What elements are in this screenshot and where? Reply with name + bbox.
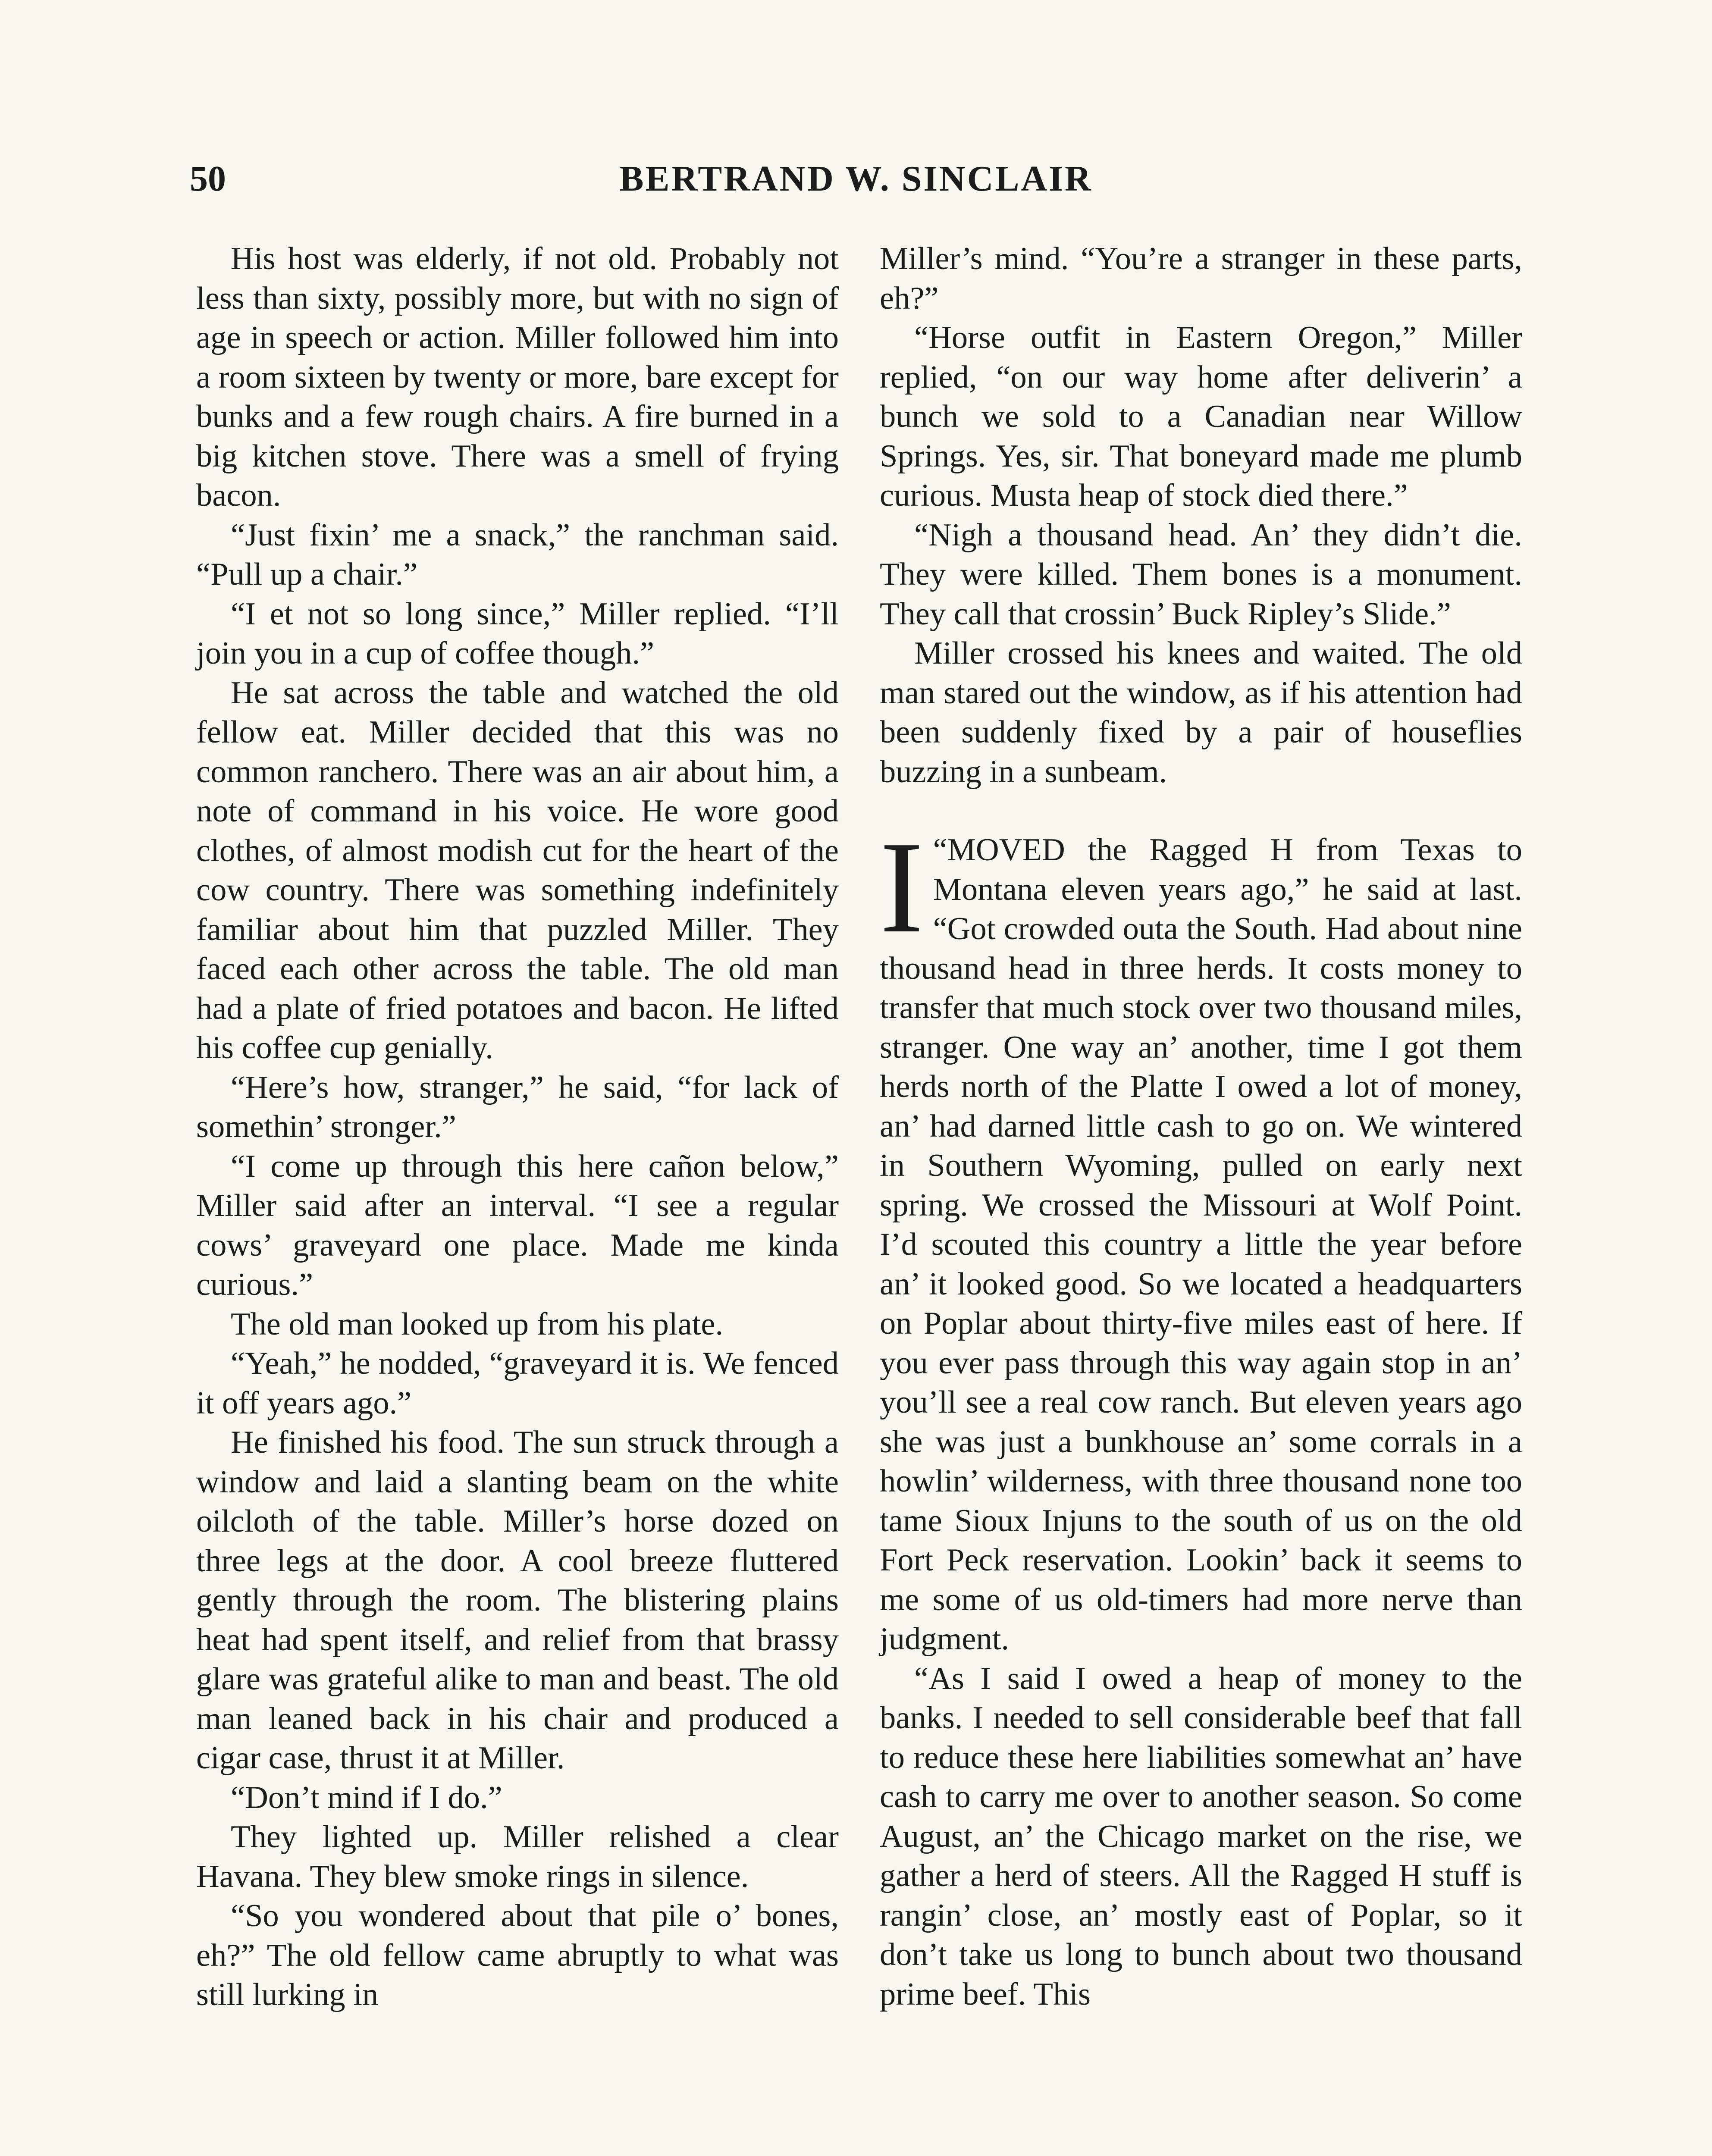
paragraph: Miller crossed his knees and waited. The old man stared out the window, as if his attention had been suddenly fixed by a pair of houseflies buzzing in a sunbeam. bbox=[880, 636, 1522, 790]
paragraph: “So you wondered about that pile o’ bones, eh?” The old fellow came abruptly to what was still lurking in bbox=[196, 1898, 839, 2012]
paragraph: “Here’s how, stranger,” he said, “for lack of somethin’ stronger.” bbox=[196, 1069, 839, 1144]
paragraph: “I come up through this here cañon below,” Miller said after an interval. “I see a regular cows’ graveyard one place. Made me kinda curious.” bbox=[196, 1148, 839, 1302]
paragraph: “Nigh a thousand head. An’ they didn’t die. They were killed. Them bones is a monument. They call that crossin’ Buck Ripley’s Slide.” bbox=[880, 517, 1522, 632]
paragraph: He finished his food. The sun struck through a window and laid a slanting beam on the white oilcloth of the table. Miller’s horse dozed on three legs at the door. A cool breeze fluttered gently through the room. The blistering plains heat had spent itself, and relief from that brassy glare was grateful alike to man and beast. The old man leaned back in his chair and produced a cigar case, thrust it at Miller. bbox=[196, 1425, 839, 1776]
section-break bbox=[880, 792, 1522, 830]
paragraph: The old man looked up from his plate. bbox=[231, 1306, 724, 1342]
continued-paragraph: Miller’s mind. “You’re a stranger in these parts, eh?” bbox=[880, 241, 1522, 316]
page-number: 50 bbox=[190, 159, 226, 199]
paragraph: “Yeah,” he nodded, “graveyard it is. We fenced it off years ago.” bbox=[196, 1346, 839, 1421]
drop-cap-text: MOVED the Ragged H from Texas to Montana eleven years ago,” he said at last. “Got crowded outa the South. Had about nine thousand head in three herds. It costs money to transfer that much stock over two thousand miles, stranger. One way an’ another, time I got them herds north of the Platte I owed a lot of money, an’ had darned little cash to go on. We wintered in Southern Wyoming, pulled on early next spring. We crossed the Missouri at Wolf Point. I’d scouted this country a little the year before an’ it looked good. So we located a headquarters on Poplar about thirty-five miles east of here. If you ever pass through this way again stop in an’ you’ll see a real cow ranch. But eleven years ago she was just a bunkhouse an’ some corrals in a howlin’ wilderness, with three thousand none too tame Sioux Injuns to the south of us on the old Fort Peck reservation. Lookin’ back it seems to me some of us old-timers had more nerve than judgment. bbox=[880, 832, 1522, 1657]
paragraph: “Don’t mind if I do.” bbox=[231, 1780, 502, 1815]
running-head: BERTRAND W. SINCLAIR bbox=[619, 159, 1093, 199]
page-header bbox=[0, 155, 1712, 203]
paragraph: “I et not so long since,” Miller replied. “I’ll join you in a cup of coffee though.” bbox=[196, 596, 839, 671]
paragraph: “Just fixin’ me a snack,” the ranchman said. “Pull up a chair.” bbox=[196, 517, 839, 592]
paragraph: His host was elderly, if not old. Probably not less than sixty, possibly more, but with no sign of age in speech or action. Miller followed him into a room sixteen by twenty or more, bare except for bunks and a few rough chairs. A fire burned in a big kitchen stove. There was a smell of frying bacon. bbox=[196, 241, 839, 513]
paragraph: “As I said I owed a heap of money to the banks. I needed to sell considerable beef that fall to reduce these here liabilities somewhat an’ have cash to carry me over to another season. So come August, an’ the Chicago market on the rise, we gather a herd of steers. All the Ragged H stuff is rangin’ close, an’ mostly east of Poplar, so it don’t take us long to bunch about two thousand prime beef. This bbox=[880, 1661, 1522, 2012]
left-column bbox=[196, 239, 839, 2015]
paragraph: He sat across the table and watched the old fellow eat. Miller decided that this was no common ranchero. There was an air about him, a note of command in his voice. He wore good clothes, of almost modish cut for the heart of the cow country. There was something indefinitely familiar about him that puzzled Miller. They faced each other across the table. The old man had a plate of fried potatoes and bacon. He lifted his coffee cup genially. bbox=[196, 675, 839, 1065]
paragraph: They lighted up. Miller relished a clear Havana. They blew smoke rings in silence. bbox=[196, 1819, 839, 1894]
opening-quote: “ bbox=[933, 832, 947, 868]
drop-cap-letter: I bbox=[880, 814, 924, 960]
drop-cap-paragraph bbox=[880, 814, 1522, 1659]
paragraph: “Horse outfit in Eastern Oregon,” Miller replied, “on our way home after deliverin’ a bunch we sold to a Canadian near Willow Springs. Yes, sir. That boneyard made me plumb curious. Musta heap of stock died there.” bbox=[880, 320, 1522, 513]
right-column bbox=[880, 239, 1522, 2014]
